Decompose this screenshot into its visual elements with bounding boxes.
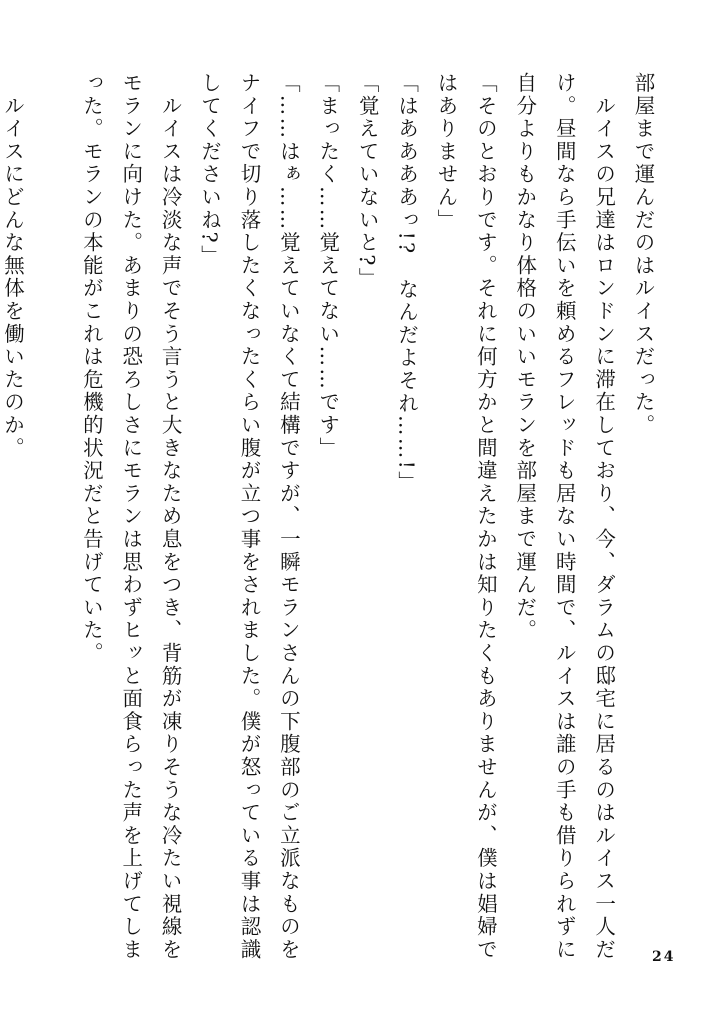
text-line: ルイスにどんな無体を働いたのか。 <box>0 72 25 460</box>
text-line: け。昼間なら手伝いを頼めるフレッドも居ない時間で、ルイスは誰の手も借りられずに <box>552 72 577 962</box>
text-line: ルイスは冷淡な声でそう言うと大きなため息をつき、背筋が凍りそうな冷たい視線を <box>158 72 183 962</box>
text-line: 自分よりもかなり体格のいいモランを部屋まで運んだ。 <box>512 72 537 642</box>
body-text <box>0 72 662 962</box>
text-line: 「はああああっ!? なんだよそれ……!」 <box>394 72 419 494</box>
text-line: った。モランの本能がこれは危機的状況だと告げていた。 <box>79 72 104 665</box>
text-line: ナイフで切り落したくなったくらい腹が立つ事をされました。僕が怒っている事は認識 <box>236 72 261 962</box>
blank-line <box>32 72 71 952</box>
text-line: 「覚えていないと?」 <box>355 72 380 291</box>
page-number: 24 <box>652 949 676 965</box>
text-line: 「まったく……覚えてない……です」 <box>315 72 340 460</box>
text-line: してくださいね?」 <box>197 72 222 268</box>
text-line: 「そのとおりです。それに何方かと間違えたかは知りたくもありませんが、僕は娼婦で <box>473 72 498 962</box>
text-line: はありません」 <box>433 72 458 232</box>
text-line: 部屋まで運んだのはルイスだった。 <box>631 72 655 437</box>
text-line: モランに向けた。あまりの恐ろしさにモランは思わずヒッと面食らった声を上げてしま <box>118 72 143 962</box>
text-line: 「……はぁ……覚えていなくて結構ですが、一瞬モランさんの下腹部のご立派なものを <box>276 72 301 962</box>
text-line: ルイスの兄達はロンドンに滞在しており、今、ダラムの邸宅に居るのはルイス一人だ <box>591 72 616 962</box>
